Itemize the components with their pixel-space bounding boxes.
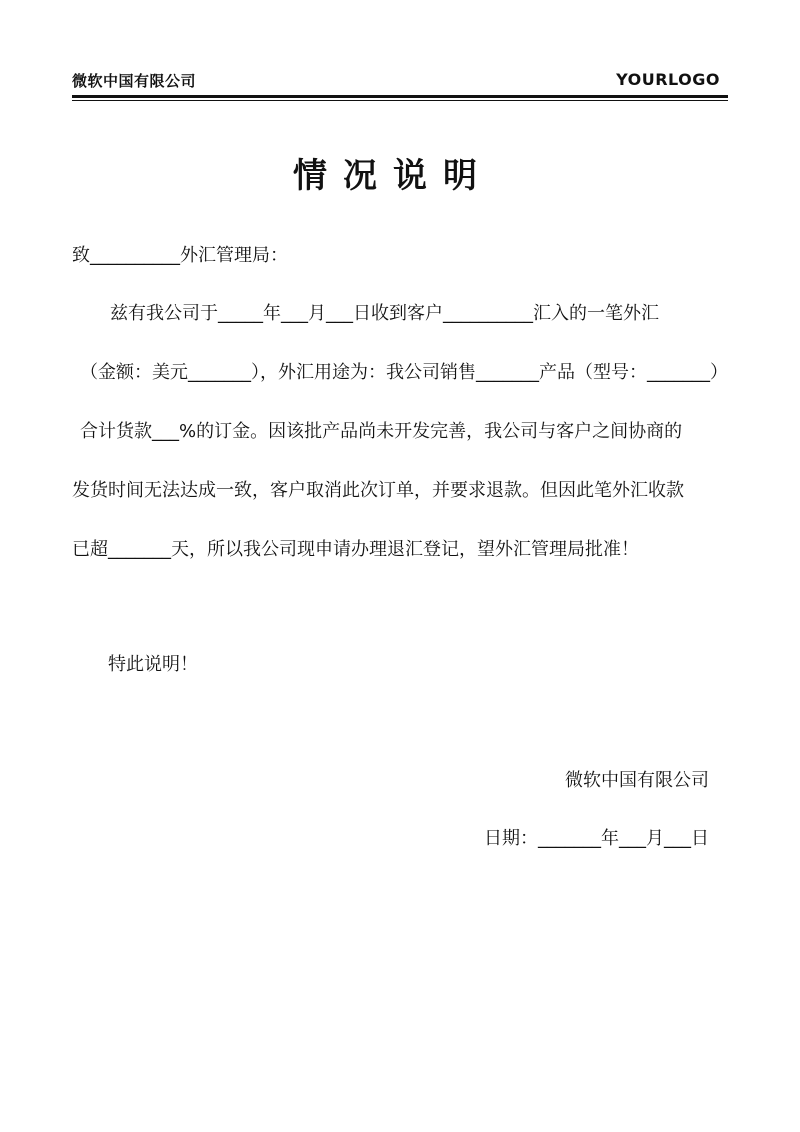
salutation-line: 致__________外汇管理局：	[72, 245, 288, 266]
document-title: 情况说明	[293, 156, 493, 196]
signature-company: 微软中国有限公司	[565, 770, 709, 791]
header-rule-thick	[72, 95, 728, 98]
closing-line: 特此说明！	[108, 654, 198, 675]
header-company-name: 微软中国有限公司	[72, 72, 197, 90]
paragraph-line-1: 兹有我公司于_____年___月___日收到客户__________汇入的一笔外汇	[110, 303, 659, 324]
header-logo-text: YOURLOGO	[616, 70, 720, 89]
paragraph-line-4: 发货时间无法达成一致，客户取消此次订单，并要求退款。但因此笔外汇收款	[72, 480, 684, 501]
signature-date: 日期：_______年___月___日	[484, 828, 709, 849]
paragraph-line-5: 已超_______天，所以我公司现申请办理退汇登记，望外汇管理局批准！	[72, 539, 639, 560]
header-rule-thin	[72, 100, 728, 101]
page-header	[72, 70, 728, 92]
paragraph-line-2: （金额：美元_______），外汇用途为：我公司销售_______产品（型号：_______）	[80, 362, 728, 383]
paragraph-line-3: 合计货款___%的订金。因该批产品尚未开发完善，我公司与客户之间协商的	[80, 421, 683, 442]
